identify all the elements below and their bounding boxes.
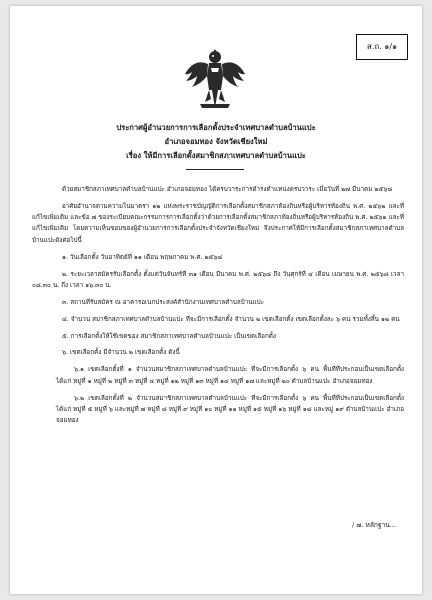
announcement-body (32, 184, 404, 432)
intro-paragraph: ด้วยสมาชิกสภาเทศบาลตำบลบ้านแปะ อำเภอจอมทอง ได้ครบวาระการดำรงตำแหน่งครบวาระ เมื่อวันที่ ๒๗ มีนาคม ๒๕๖๘ (62, 186, 393, 193)
item-member-count: ๔. จำนวน สมาชิกสภาเทศบาลตำบลบ้านแปะ ที่จะมีการเลือกตั้ง จำนวน ๒ เขตเลือกตั้ง เขตเลือกตั้งละ ๖ คน รวมทั้งสิ้น ๑๒ คน (62, 315, 400, 323)
header-divider (186, 169, 244, 170)
announcement-title: ประกาศผู้อำนวยการการเลือกตั้งประจำเทศบาลตำบลบ้านแปะ (116, 123, 316, 132)
form-code-box (356, 34, 408, 60)
document-page (10, 6, 422, 594)
legal-basis-paragraph: อาศัยอำนาจตามความในมาตรา ๑๒ แห่งพระราชบัญญัติการเลือกตั้งสมาชิกสภาท้องถิ่นหรือผู้บริหารท้องถิ่น พ.ศ. ๒๕๖๒ และที่แก้ไขเพิ่มเติม และข้อ ๗ ของระเบียบคณะกรรมการการเลือกตั้งว่าด้วยการเลือกตั้งสมาชิกสภาท้องถิ่นหรือผู้บริหารท้องถิ่น พ.ศ. ๒๕๖๒ และที่แก้ไขเพิ่มเติม โดยความเห็นชอบของผู้อำนวยการการเลือกตั้งประจำจังหวัดเชียงใหม่ จึงประกาศให้มีการเลือกตั้งสมาชิกสภาเทศบาลตำบลบ้านแปะดังต่อไปนี้ (32, 202, 404, 244)
zone-2-paragraph: ๖.๒ เขตเลือกตั้งที่ ๒ จำนวนสมาชิกสภาเทศบาลตำบลบ้านแปะ ที่จะมีการเลือกตั้ง ๖ คน พื้นที่ที่ประกอบเป็นเขตเลือกตั้ง ได้แก่ หมู่ที่ ๕ หมู่ที่ ๖ และหมู่ที่ ๗ หมู่ที่ ๘ หมู่ที่ ๙ หมู่ที่ ๑๐ หมู่ที่ ๑๑ หมู่ที่ ๑๕ หมู่ที่ ๑๖ หมู่ที่ ๑๘ และหมู่ ๑๙ ตำบลบ้านแปะ อำเภอจอมทอง (56, 394, 404, 425)
form-code: ส.ถ. ๑/๑ (366, 42, 398, 51)
district-province: อำเภอจอมทอง จังหวัดเชียงใหม่ (164, 137, 268, 146)
item-application-period: ๒. ระยะเวลาสมัครรับเลือกตั้ง ตั้งแต่วันจันทร์ที่ ๓๑ เดือน มีนาคม พ.ศ. ๒๕๖๘ ถึง วันศุกร์ที่ ๔ เดือน เมษายน พ.ศ. ๒๕๖๘ เวลา ๐๘.๓๐ น. ถึง เวลา ๑๖.๓๐ น. (32, 270, 404, 289)
item-election-date: ๑. วันเลือกตั้ง วันอาทิตย์ที่ ๑๑ เดือน พฤษภาคม พ.ศ. ๒๕๖๘ (62, 253, 223, 261)
announcement-subject: เรื่อง ให้มีการเลือกตั้งสมาชิกสภาเทศบาลตำบลบ้านแปะ (126, 151, 306, 160)
item-constituency-basis: ๕. การเลือกตั้งให้ใช้เขตของ สมาชิกสภาเทศบาลตำบลบ้านแปะ เป็นเขตเลือกตั้ง (62, 332, 276, 340)
item-constituencies: ๖. เขตเลือกตั้ง มีจำนวน ๒ เขตเลือกตั้ง ดังนี้ (62, 349, 180, 357)
garuda-emblem-icon (182, 46, 248, 116)
item-application-venue: ๓. สถานที่รับสมัคร ณ อาคารอเนกประสงค์สำนักงานเทศบาลตำบลบ้านแปะ (62, 298, 265, 306)
zone-1-paragraph: ๖.๑ เขตเลือกตั้งที่ ๑ จำนวนสมาชิกสภาเทศบาลตำบลบ้านแปะ ที่จะมีการเลือกตั้ง ๖ คน พื้นที่ที่ประกอบเป็นเขตเลือกตั้ง ได้แก่ หมู่ที่ ๑ หมู่ที่ ๒ หมู่ที่ ๓ หมู่ที่ ๔ หมู่ที่ ๑๒ หมู่ที่ ๑๓ หมู่ที่ ๑๔ หมู่ที่ ๑๗ และหมู่ที่ ๒๐ ตำบลบ้านแปะ อำเภอจอมทอง (56, 366, 404, 385)
continuation-marker: / ๗. หลักฐาน... (352, 521, 396, 529)
